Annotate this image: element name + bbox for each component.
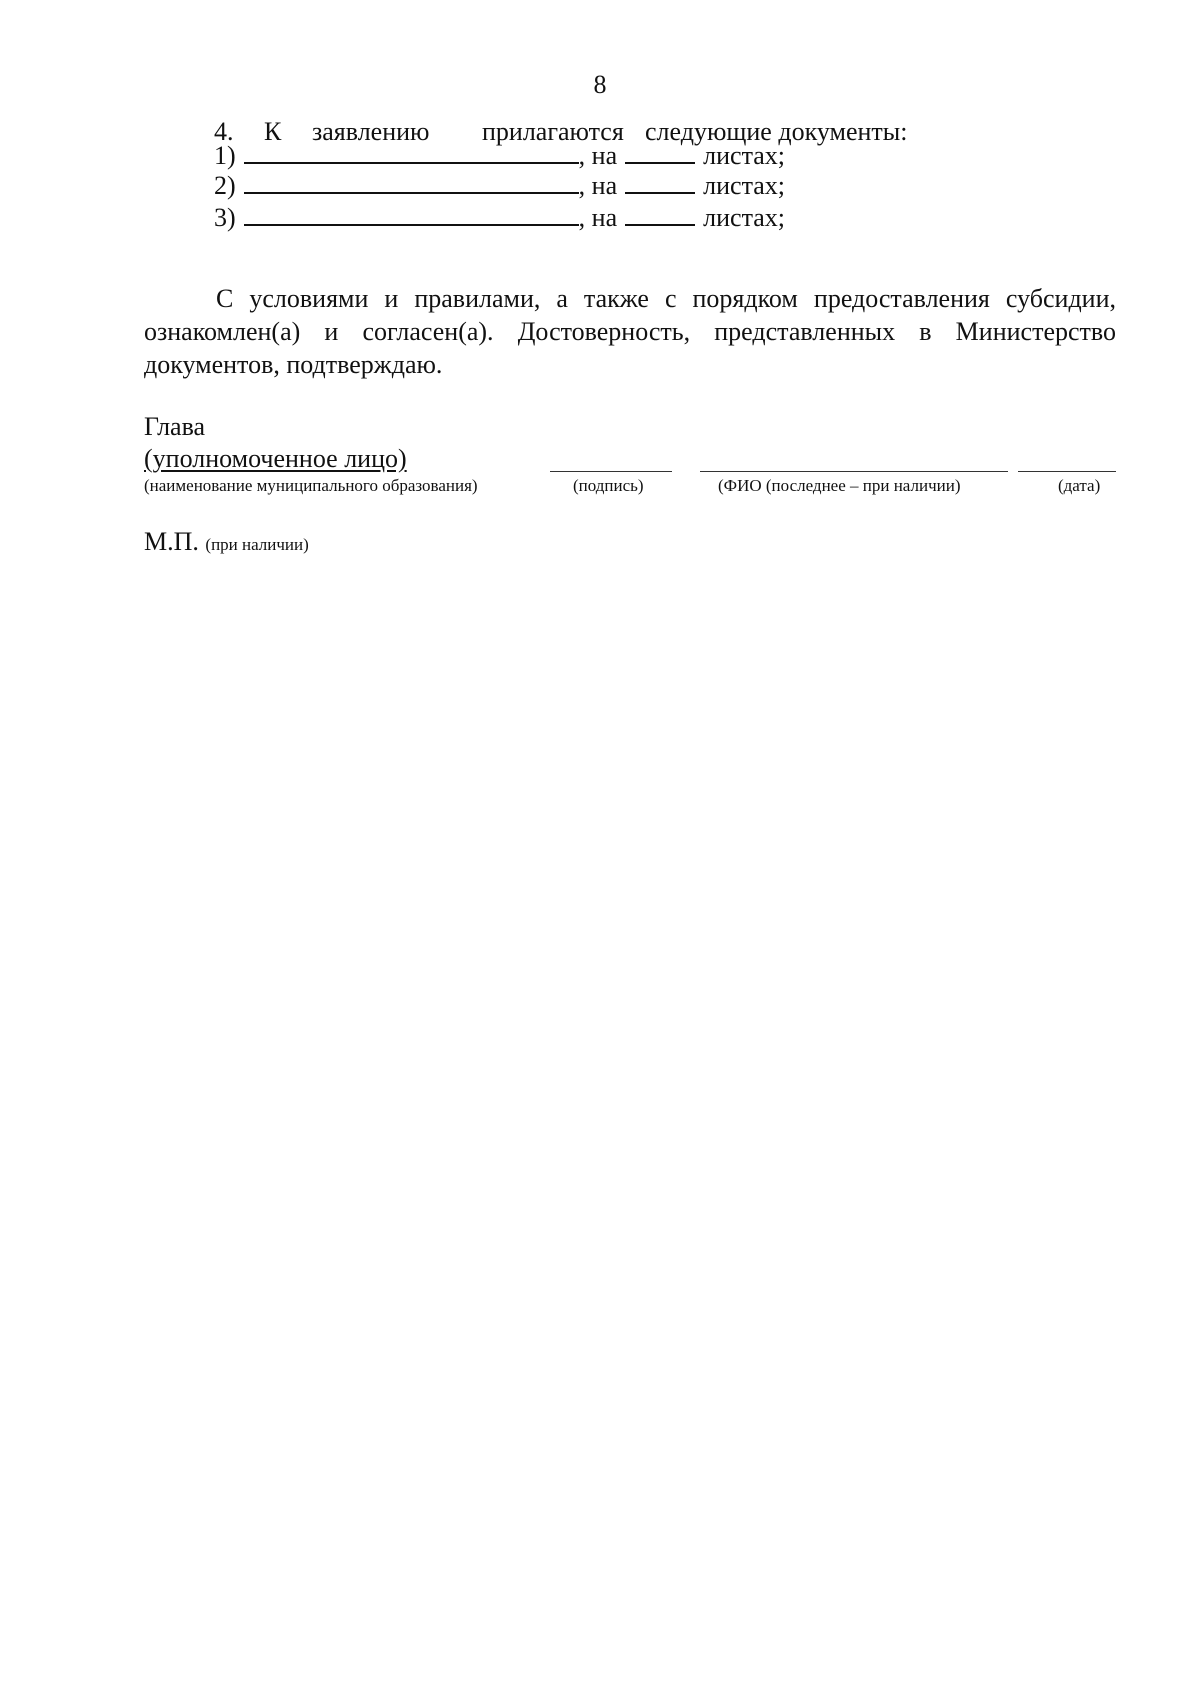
attachment-sheets-blank[interactable] (625, 170, 695, 194)
attachments-heading-word: К (264, 117, 282, 146)
attachment-item (214, 202, 785, 234)
date-caption: (дата) (1058, 476, 1101, 495)
stamp-place (144, 527, 309, 557)
attachments-heading-word: заявлению (312, 117, 430, 146)
attachment-sheets-blank[interactable] (625, 202, 695, 226)
attachment-item-suffix: листах; (703, 171, 786, 200)
attachments-heading-number: 4. (214, 117, 234, 146)
signature-caption: (подпись) (573, 476, 644, 495)
attachment-item-number: 2) (214, 171, 236, 200)
attachment-name-blank[interactable] (244, 202, 579, 226)
attachment-item-separator: , на (578, 171, 618, 200)
attachment-item-suffix: листах; (703, 141, 786, 170)
authorized-person-label: (уполномоченное лицо) (144, 444, 407, 473)
attachment-item-separator: , на (578, 203, 618, 232)
full-name-line[interactable] (700, 471, 1008, 472)
attachment-item (214, 170, 785, 202)
attachment-name-blank[interactable] (244, 170, 579, 194)
attachment-item-number: 3) (214, 203, 236, 232)
attachments-heading-word: следующие документы: (645, 117, 908, 146)
stamp-note: (при наличии) (205, 535, 309, 554)
page-number: 8 (593, 70, 607, 99)
municipality-caption: (наименование муниципального образования) (144, 476, 478, 495)
date-line[interactable] (1018, 471, 1116, 472)
attachment-sheets-blank[interactable] (625, 140, 695, 164)
attachment-name-blank[interactable] (244, 140, 579, 164)
attachment-item-separator: , на (578, 141, 618, 170)
attachments-heading-word: прилагаются (482, 117, 624, 146)
head-label: Глава (144, 412, 206, 441)
stamp-label: М.П. (144, 527, 199, 556)
attachment-item (214, 140, 785, 172)
attachment-item-suffix: листах; (703, 203, 786, 232)
consent-statement: С условиями и правилами, а также с порядком предоставления субсидии, ознакомлен(а) и согласен(а). Достоверность, представленных в Министерство документов, подтверждаю. (144, 284, 1116, 379)
attachment-item-number: 1) (214, 141, 236, 170)
full-name-caption: (ФИО (последнее – при наличии) (718, 476, 961, 495)
signature-line[interactable] (550, 471, 672, 472)
